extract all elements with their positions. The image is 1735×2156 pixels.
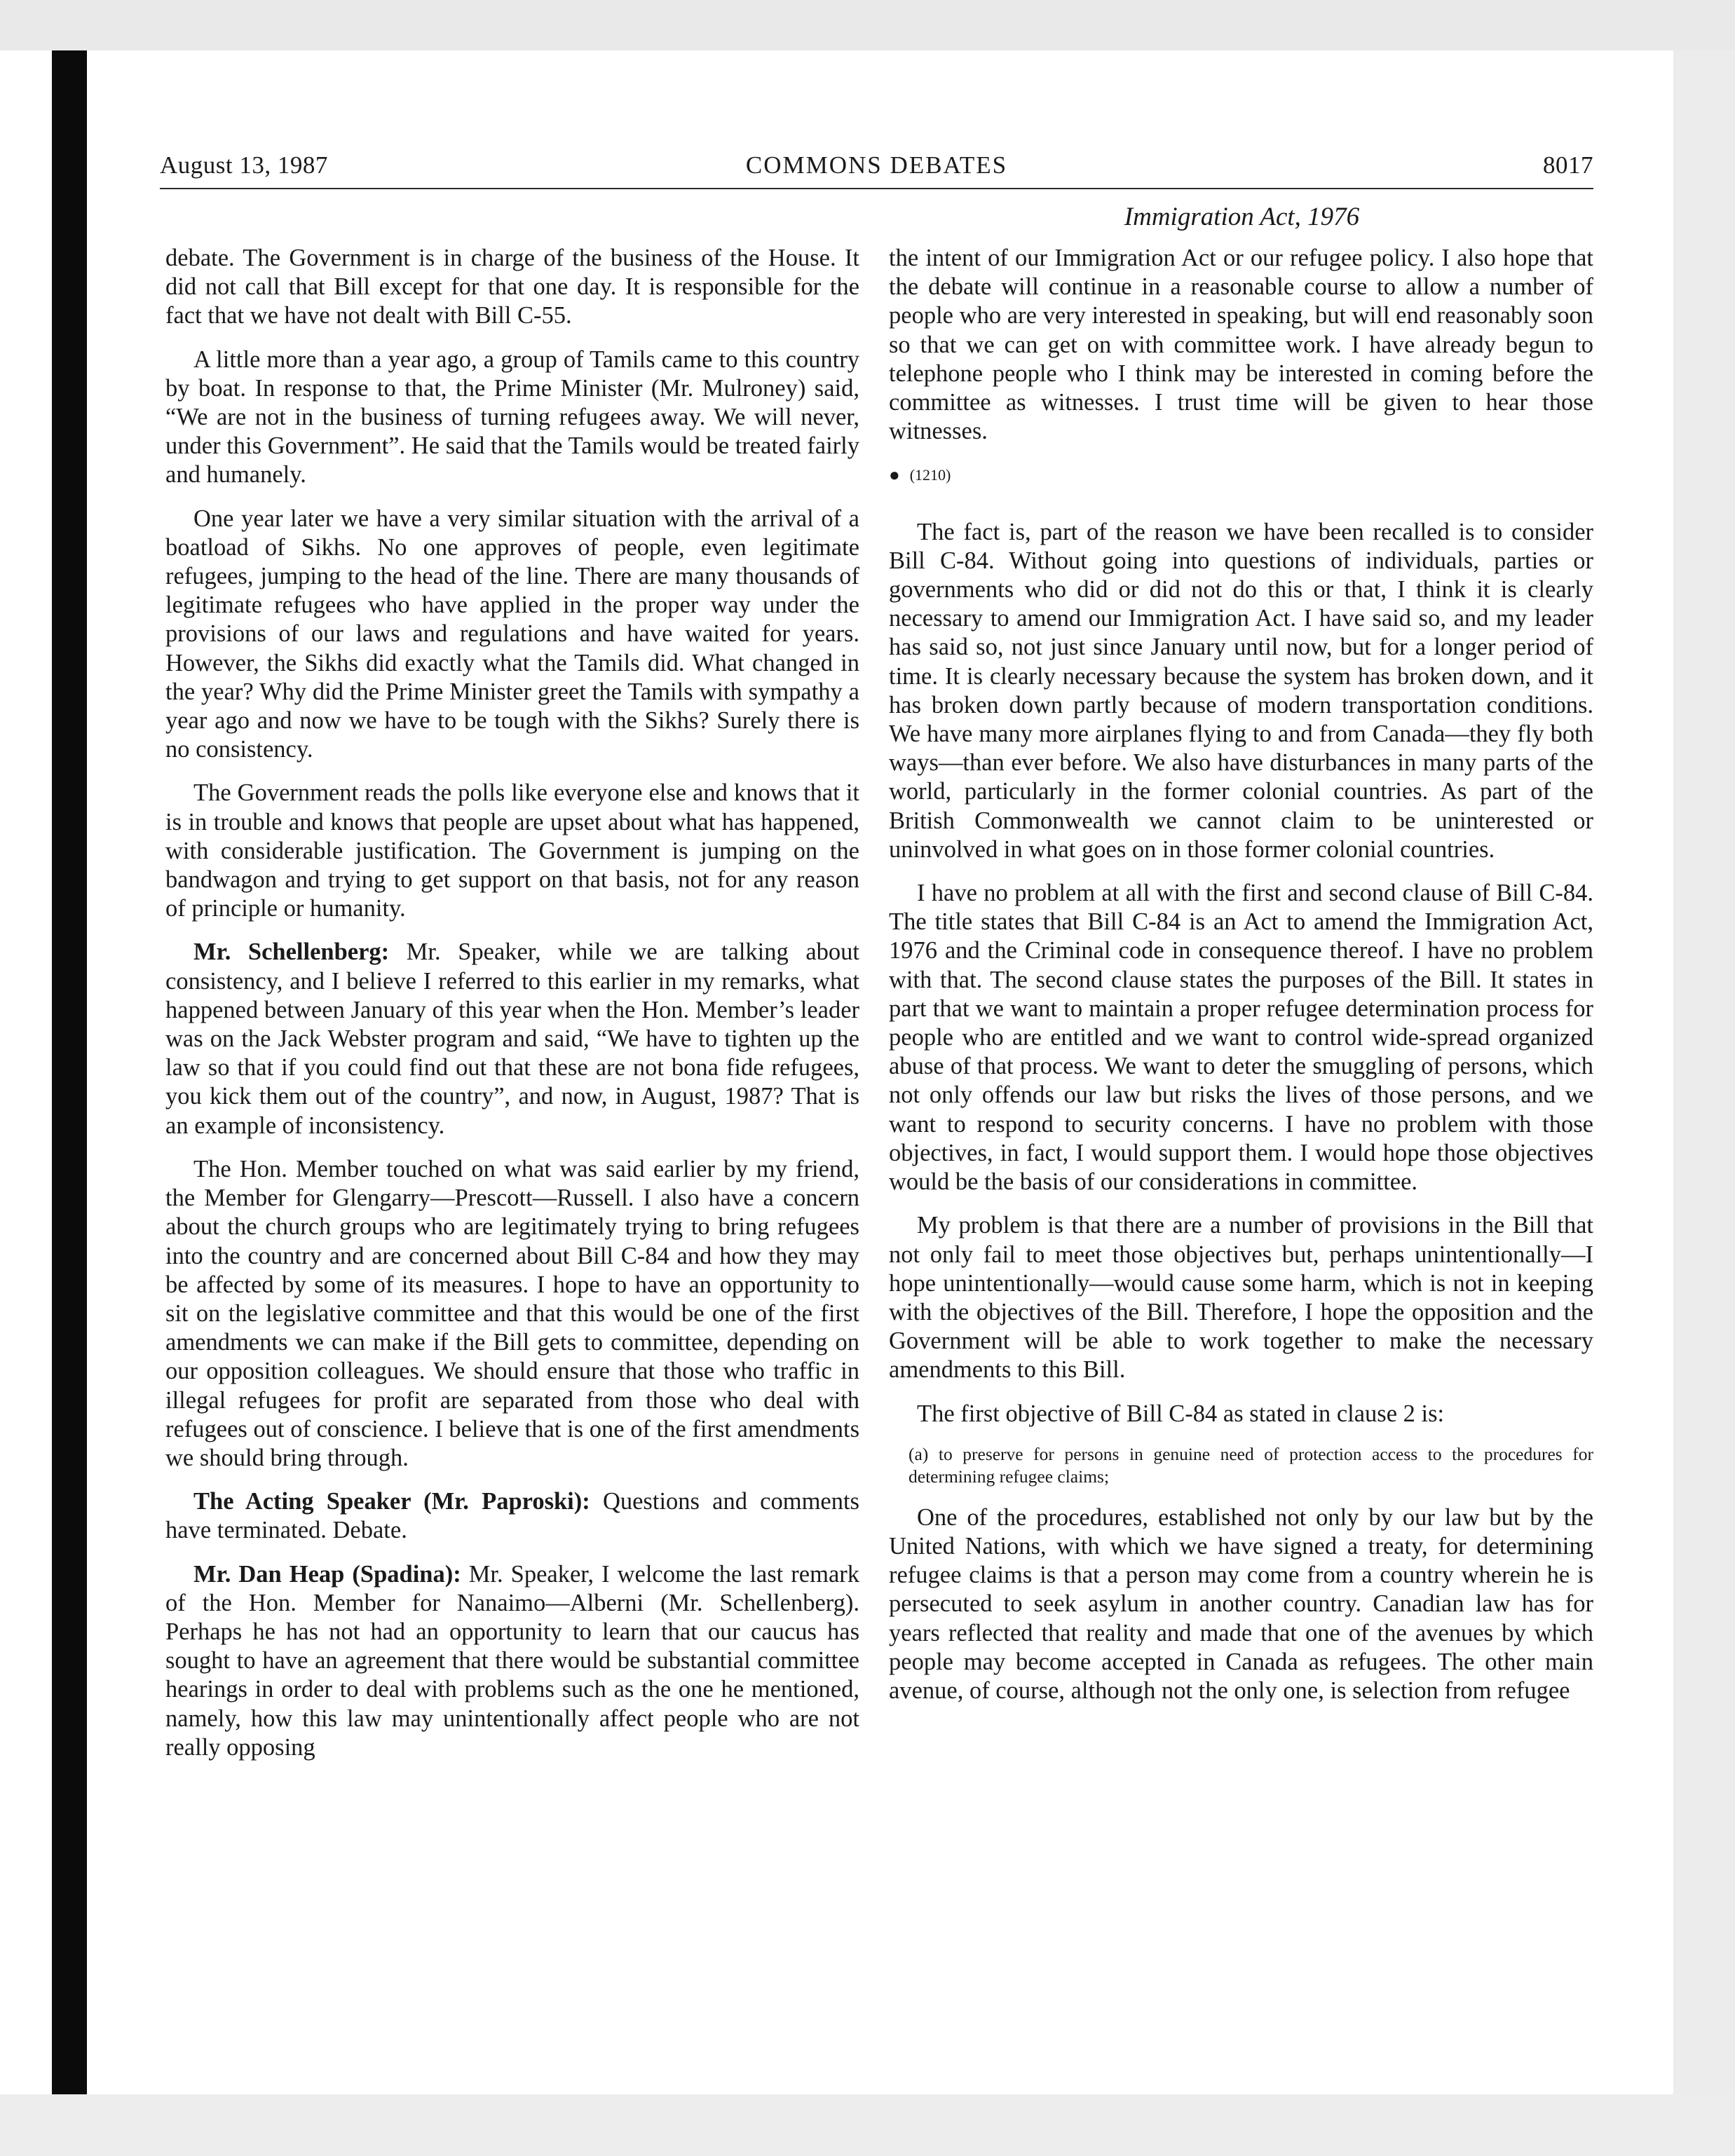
speech-text: Mr. Speaker, I welcome the last remark of the Hon. Member for Nanaimo—Alberni (Mr. Schellenberg). Perhaps he has not had an opportunity to learn that our caucus has sought to have an agreement that there would be substantial committee hearings in order to deal with problems such as the one he mentioned, namely, how this law may unintentionally affect people who are not really opposing <box>165 1560 859 1761</box>
page-header <box>160 149 1593 189</box>
paragraph: One year later we have a very similar situation with the arrival of a boatload of Sikhs. No one approves of people, even legitimate refugees, jumping to the head of the line. There are many thousands of legitimate refugees who have applied in the proper way under the provisions of our laws and regulations and have waited for years. However, the Sikhs did exactly what the Tamils did. What changed in the year? Why did the Prime Minister greet the Tamils with sympathy a year ago and now we have to be tough with the Sikhs? Surely there is no consistency. <box>165 505 859 763</box>
time-stamp: (1210) <box>909 466 951 484</box>
header-title: COMMONS DEBATES <box>745 151 1008 179</box>
header-date: August 13, 1987 <box>160 151 328 179</box>
paragraph: The Government reads the polls like everyone else and knows that it is in trouble and knows that people are upset about what has happened, with considerable justification. The Government is jumping on the bandwagon and trying to get support on that basis, not for any reason of principle or humanity. <box>165 779 859 922</box>
speech-text: Questions and comments have terminated. Debate. <box>165 1488 859 1544</box>
running-head: Immigration Act, 1976 <box>1124 203 1360 231</box>
bullet-icon: ● <box>889 465 900 486</box>
paragraph: The first objective of Bill C-84 as stated in clause 2 is: <box>917 1400 1445 1427</box>
left-column <box>165 244 859 1777</box>
speaker-name: Mr. Schellenberg: <box>193 939 390 966</box>
paragraph: debate. The Government is in charge of the business of the House. It did not call that Bill except for that one day. It is responsible for the fact that we have not dealt with Bill C-55. <box>165 245 859 329</box>
speaker-name: Mr. Dan Heap (Spadina): <box>193 1560 461 1588</box>
speech-text: Mr. Speaker, while we are talking about consistency, and I believe I referred to this earlier in my remarks, what happened between January of this year when the Hon. Member’s leader was on the Jack Webster program and said, “We have to tighten up the law so that if you could find out that these are not bona fide refugees, you kick them out of the country”, and now, in August, 1987? That is an example of inconsistency. <box>165 939 859 1139</box>
scan-binding-edge <box>52 50 87 2094</box>
time-marker <box>889 460 1593 489</box>
paragraph: The Hon. Member touched on what was said earlier by my friend, the Member for Glengarry—Prescott—Russell. I also have a concern about the church groups who are legitimately trying to bring refugees into the country and are concerned about Bill C-84 and how they may be affected by some of its measures. I hope to have an opportunity to sit on the legislative committee and that this would be one of the first amendments we can make if the Bill gets to committee, depending on our opposition colleagues. We should ensure that those who traffic in illegal refugees for profit are separated from those who deal with refugees out of conscience. I believe that is one of the first amendments we should bring through. <box>165 1155 859 1471</box>
page-number: 8017 <box>1543 151 1593 179</box>
paragraph: The fact is, part of the reason we have been recalled is to consider Bill C-84. Without going into questions of individuals, parties or governments who did or did not do this or that, I think it is clearly necessary to amend our Immigration Act. I have said so, and my leader has said so, not just since January until now, but for a longer period of time. It is clearly necessary because the system has broken down, and it has broken down partly because of modern transportation conditions. We have many more airplanes flying to and from Canada—they fly both ways—than ever before. We also have disturbances in many parts of the world, particularly in the former colonial countries. As part of the British Commonwealth we cannot claim to be uninterested or uninvolved in what goes on in those former colonial countries. <box>889 518 1593 863</box>
scan-border-bottom <box>0 2094 1735 2156</box>
right-column <box>889 244 1593 1720</box>
speech-paragraph <box>165 1560 859 1762</box>
bill-quote: (a) to preserve for persons in genuine need of protection access to the procedures for determining refugee claims; <box>909 1443 1593 1487</box>
speech-paragraph <box>165 938 859 1140</box>
paragraph: One of the procedures, established not only by our law but by the United Nations, with which we have signed a treaty, for determining refugee claims is that a person may come from a country wherein he is persecuted to seek asylum in another country. Canadian law has for years reflected that reality and made that one of the avenues by which people may become accepted in Canada as refugees. The other main avenue, of course, although not the only one, is selection from refugee <box>889 1503 1593 1704</box>
paragraph: I have no problem at all with the first and second clause of Bill C-84. The title states that Bill C-84 is an Act to amend the Immigration Act, 1976 and the Criminal code in consequence thereof. I have no problem with that. The second clause states the purposes of the Bill. It states in part that we want to maintain a proper refugee determination process for people who are entitled and we want to control wide-spread organized abuse of that process. We want to deter the smuggling of persons, which not only offends our law but risks the lives of those persons, and we want to respond to security concerns. I have no problem with those objectives, in fact, I would support them. I would hope those objectives would be the basis of our considerations in committee. <box>889 880 1593 1196</box>
speaker-name: The Acting Speaker (Mr. Paproski): <box>193 1488 590 1515</box>
paragraph: My problem is that there are a number of provisions in the Bill that not only fail to meet those objectives but, perhaps unintentionally—I hope unintentionally—would cause some harm, which is not in keeping with the objectives of the Bill. Therefore, I hope the opposition and the Government will be able to work together to make the necessary amendments to this Bill. <box>889 1212 1593 1384</box>
scan-border-right <box>1673 50 1735 2094</box>
speech-paragraph <box>165 1487 859 1545</box>
paragraph: the intent of our Immigration Act or our refugee policy. I also hope that the debate will continue in a reasonable course to allow a number of people who are very interested in speaking, but will end reasonably soon so that we can get on with committee work. I have already begun to telephone people who I think may be interested in coming before the committee as witnesses. I trust time will be given to hear those witnesses. <box>889 245 1593 445</box>
paragraph: A little more than a year ago, a group of Tamils came to this country by boat. In response to that, the Prime Minister (Mr. Mulroney) said, “We are not in the business of turning refugees away. We will never, under this Government”. He said that the Tamils would be treated fairly and humanely. <box>165 346 859 489</box>
scan-border-top <box>0 0 1735 50</box>
